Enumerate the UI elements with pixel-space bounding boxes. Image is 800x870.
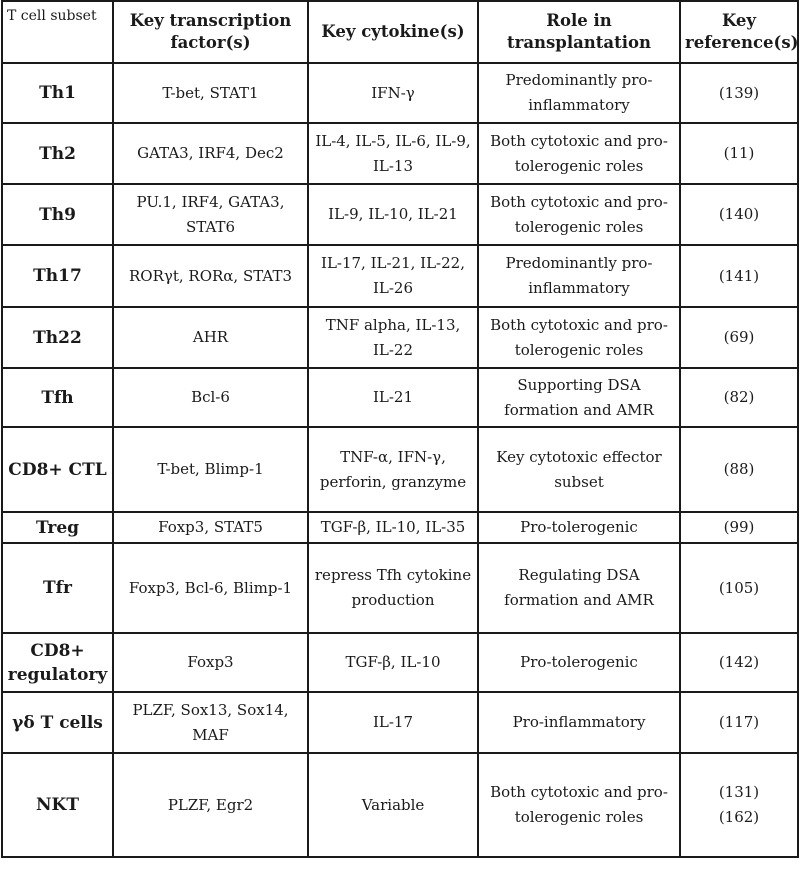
cell-transcription-factor: T-bet, Blimp-1 [113, 427, 308, 512]
cell-reference: (117) [680, 692, 798, 753]
cell-transcription-factor: Foxp3 [113, 633, 308, 692]
cell-subset: CD8+ regulatory [2, 633, 113, 692]
cell-cytokines: TNF alpha, IL-13, IL-22 [308, 307, 478, 368]
cell-transcription-factor: AHR [113, 307, 308, 368]
cell-role: Predominantly pro-inflammatory [478, 245, 680, 307]
header-subset: T cell subset [2, 1, 113, 63]
cell-role: Supporting DSA formation and AMR [478, 368, 680, 427]
cell-transcription-factor: PLZF, Egr2 [113, 753, 308, 857]
cell-subset: Tfr [2, 543, 113, 633]
cell-role: Both cytotoxic and pro-tolerogenic roles [478, 307, 680, 368]
cell-cytokines: TNF-α, IFN-γ, perforin, granzyme [308, 427, 478, 512]
cell-subset: Th1 [2, 63, 113, 123]
cell-transcription-factor: PLZF, Sox13, Sox14, MAF [113, 692, 308, 753]
cell-cytokines: IL-17, IL-21, IL-22, IL-26 [308, 245, 478, 307]
cell-cytokines: IL-21 [308, 368, 478, 427]
table-row [2, 692, 798, 753]
cell-role: Regulating DSA formation and AMR [478, 543, 680, 633]
table-row [2, 753, 798, 857]
cell-subset: γδ T cells [2, 692, 113, 753]
cell-reference: (88) [680, 427, 798, 512]
cell-transcription-factor: T-bet, STAT1 [113, 63, 308, 123]
cell-reference: (141) [680, 245, 798, 307]
cell-cytokines: TGF-β, IL-10 [308, 633, 478, 692]
cell-subset: Th2 [2, 123, 113, 184]
cell-role: Both cytotoxic and pro-tolerogenic roles [478, 184, 680, 245]
cell-subset: NKT [2, 753, 113, 857]
cell-subset: CD8+ CTL [2, 427, 113, 512]
cell-transcription-factor: Foxp3, Bcl-6, Blimp-1 [113, 543, 308, 633]
cell-reference: (142) [680, 633, 798, 692]
cell-reference: (140) [680, 184, 798, 245]
cell-subset: Th9 [2, 184, 113, 245]
table-row [2, 368, 798, 427]
cell-cytokines: Variable [308, 753, 478, 857]
cell-role: Pro-tolerogenic [478, 512, 680, 543]
cell-cytokines: IL-9, IL-10, IL-21 [308, 184, 478, 245]
cell-transcription-factor: RORγt, RORα, STAT3 [113, 245, 308, 307]
cell-cytokines: IL-17 [308, 692, 478, 753]
table-row [2, 427, 798, 512]
cell-reference: (11) [680, 123, 798, 184]
table-row [2, 245, 798, 307]
cell-role: Both cytotoxic and pro-tolerogenic roles [478, 123, 680, 184]
cell-cytokines: IL-4, IL-5, IL-6, IL-9, IL-13 [308, 123, 478, 184]
cell-role: Key cytotoxic effector subset [478, 427, 680, 512]
header-row [2, 1, 798, 63]
tcell-subsets-table [1, 0, 799, 858]
cell-cytokines: repress Tfh cytokine production [308, 543, 478, 633]
header-reference: Key reference(s) [680, 1, 798, 63]
cell-subset: Tfh [2, 368, 113, 427]
cell-cytokines: TGF-β, IL-10, IL-35 [308, 512, 478, 543]
cell-transcription-factor: GATA3, IRF4, Dec2 [113, 123, 308, 184]
table-row [2, 307, 798, 368]
cell-transcription-factor: Foxp3, STAT5 [113, 512, 308, 543]
cell-reference: (105) [680, 543, 798, 633]
table-row [2, 512, 798, 543]
table-row [2, 633, 798, 692]
cell-subset: Treg [2, 512, 113, 543]
table-row [2, 184, 798, 245]
cell-reference: (69) [680, 307, 798, 368]
cell-transcription-factor: Bcl-6 [113, 368, 308, 427]
cell-subset: Th17 [2, 245, 113, 307]
cell-role: Pro-inflammatory [478, 692, 680, 753]
cell-role: Pro-tolerogenic [478, 633, 680, 692]
cell-cytokines: IFN-γ [308, 63, 478, 123]
table-row [2, 543, 798, 633]
header-role: Role in transplantation [478, 1, 680, 63]
cell-subset: Th22 [2, 307, 113, 368]
cell-reference: (99) [680, 512, 798, 543]
table-row [2, 123, 798, 184]
cell-reference: (139) [680, 63, 798, 123]
cell-reference: (131) (162) [680, 753, 798, 857]
table-row [2, 63, 798, 123]
header-transcription-factor: Key transcription factor(s) [113, 1, 308, 63]
cell-role: Both cytotoxic and pro-tolerogenic roles [478, 753, 680, 857]
cell-role: Predominantly pro-inflammatory [478, 63, 680, 123]
cell-transcription-factor: PU.1, IRF4, GATA3, STAT6 [113, 184, 308, 245]
cell-reference: (82) [680, 368, 798, 427]
header-cytokines: Key cytokine(s) [308, 1, 478, 63]
